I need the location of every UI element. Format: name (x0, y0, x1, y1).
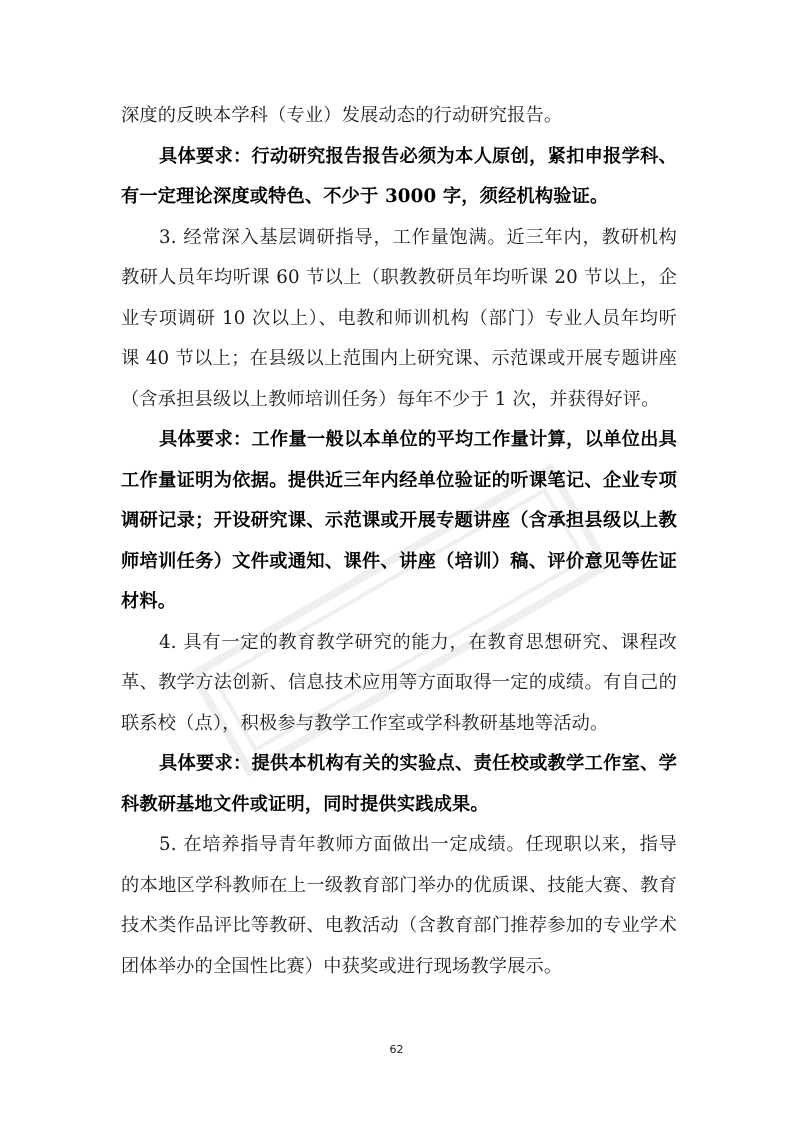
paragraph-item-4: 4. 具有一定的教育教学研究的能力，在教育思想研究、课程改革、教学方法创新、信息技术应用等方面取得一定的成绩。有自己的联系校（点），积极参与教学工作室或学科教研基地等活动。 (121, 631, 677, 734)
paragraph-item-5: 5. 在培养指导青年教师方面做出一定成绩。任现职以来，指导的本地区学科教师在上一级教育部门举办的优质课、技能大赛、教育技术类作品评比等教研、电教活动（含教育部门推荐参加的专业学术团体举办的全国性比赛）中获奖或进行现场教学展示。 (121, 834, 677, 977)
requirement-paragraph-3: 具体要求：工作量一般以本单位的平均工作量计算，以单位出具工作量证明为依据。提供近三年内经单位验证的听课笔记、企业专项调研记录；开设研究课、示范课或开展专题讲座（含承担县级以上教师培训任务）文件或通知、课件、讲座（培训）稿、评价意见等佐证材料。 (121, 429, 677, 612)
page-number: 62 (389, 1043, 404, 1056)
requirement-paragraph-4: 具体要求：提供本机构有关的实验点、责任校或教学工作室、学科教研基地文件或证明，同时提供实践成果。 (121, 753, 677, 815)
paragraph-item-3: 3. 经常深入基层调研指导，工作量饱满。近三年内，教研机构教研人员年均听课 60 节以上（职教教研员年均听课 20 节以上，企业专项调研 10 次以上）、电教和师训机构（部门）专业人员年均听课 40 节以上；在县级以上范围内上研究课、示范课或开展专题讲座（含承担县级以上教师培训任务）每年不少于 1 次，并获得好评。 (121, 226, 677, 410)
requirement-paragraph-1: 具体要求：行动研究报告报告必须为本人原创，紧扣申报学科、有一定理论深度或特色、不少于 3000 字，须经机构验证。 (121, 145, 677, 207)
paragraph-1: 深度的反映本学科（专业）发展动态的行动研究报告。 (121, 105, 563, 126)
document-body (121, 96, 677, 987)
